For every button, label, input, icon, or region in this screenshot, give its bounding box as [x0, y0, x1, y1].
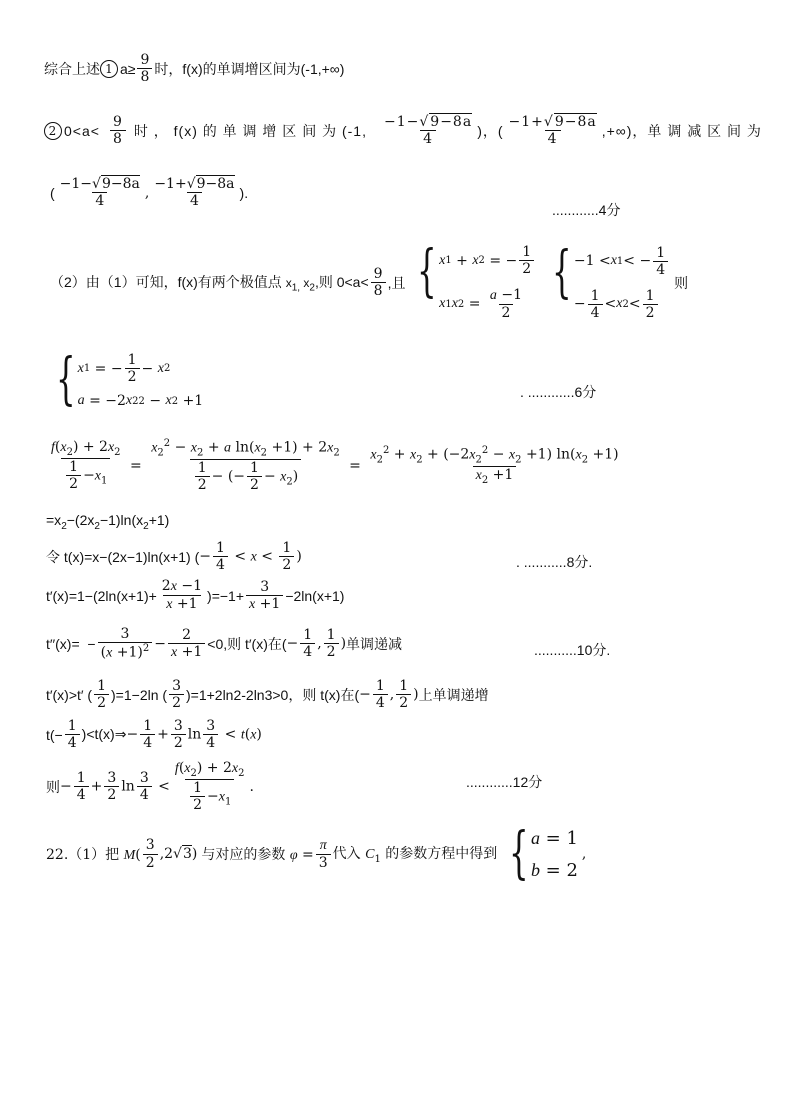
- part-2-setup: （2）由（1）可知，f(x)有两个极值点 $x_{1,}$ $x_2$,则 0<a< 9 8 ,且 { x 1 + x 2 = − 1 2 x 1 x 2 = a −1 2 { −1 < x 1 < − 1 4 − 1 4 < x 2 < 1 2 则: [50, 239, 689, 322]
- score-4: ............4分: [552, 202, 621, 218]
- summary-case-2: 2 0<a< 9 8 时 ， f(x) 的 单 调 增 区 间 为 (-1, −1−√9−8a 4 )，( −1+√9−8a 4 ,+∞)，单 调 减 区 间 为: [44, 114, 762, 147]
- target-expression: $f(x_2) + 2x_2$ $\frac{1}{2}$ $-x_1$ = $x_2^2 - x_2 + a$ $\ln(x_2 +1) + 2x_2$ $\frac{1}{2}$ − (− $\frac{1}{2}$ − $x_2$) = $\frac{x_2^2 + x_2 + (-2x_2^2 - x_2 +1) \ln(x_2 +1)}{x_2 +1}$: [51, 438, 619, 494]
- lower-bound: t(− $\frac{1}{4}$ )<t(x)⇒ − $\frac{1}{4}$ + $\frac{3}{2}$ ln $\frac{3}{4}$ < t(x): [46, 718, 262, 752]
- problem-22-part-1: 22.（1）把 M( 3 2 ,2√3) 与对应的参数 φ = $\frac{\pi}{3}$ 代入 $C_1$ 的参数方程中得到 { a = 1 b = 2 ,: [46, 821, 587, 886]
- score-6: . ............6分: [520, 384, 597, 400]
- decreasing-interval: ( −1−√9−8a 4 , −1+√9−8a 4 ).: [50, 176, 249, 210]
- t-monotonic: t′(x)>t′ ( 1 2 )=1−2ln ( 3 2 )=1+2ln2-2ln3>0，则 t(x)在( − $\frac{1}{4}$ , $\frac{1}{2}$ ) 上单调递增: [46, 678, 489, 712]
- simplified-expression: $=x_2-(2x_2-1)\ln(x_2+1)$: [46, 512, 170, 532]
- summary-case-1: 综合上述 1 a≥ $\frac{9}{8}$ 时，f(x)的单调增区间为(-1,+∞): [44, 52, 345, 86]
- score-12: ............12分: [466, 774, 543, 790]
- circled-2-icon: 2: [44, 122, 62, 140]
- t-second-derivative: t′′(x)= − $\frac{3}{(x +1)^2}$ − $\frac{2}{x +1}$ <0,则 t′(x)在( − $\frac{1}{4}$ , $\frac{1}{2}$ ) 单调递减: [46, 626, 403, 661]
- t-first-derivative: t′(x)=1−(2ln(x+1)+ $\frac{2x -1}{x +1}$ )=−1+ $\frac{3}{x +1}$ −2ln(x+1): [46, 578, 345, 613]
- score-8: . ...........8分.: [516, 554, 593, 570]
- score-10: ...........10分.: [534, 642, 611, 658]
- conclusion: 则 − $\frac{1}{4}$ + $\frac{3}{2}$ ln $\frac{3}{4}$ < $f(x_2) + 2x_2$ $\frac{1}{2}$ $-x_1$ .: [46, 760, 254, 814]
- substitution-system: { x 1 = − 1 2 − x 2 a = −2 x 2 2 − x 2 +1: [56, 347, 204, 412]
- circled-1-icon: 1: [100, 60, 118, 78]
- define-t: 令 t(x)=x−(2x−1)ln(x+1) ( − $\frac{1}{4}$ < x < $\frac{1}{2}$ ): [46, 540, 302, 574]
